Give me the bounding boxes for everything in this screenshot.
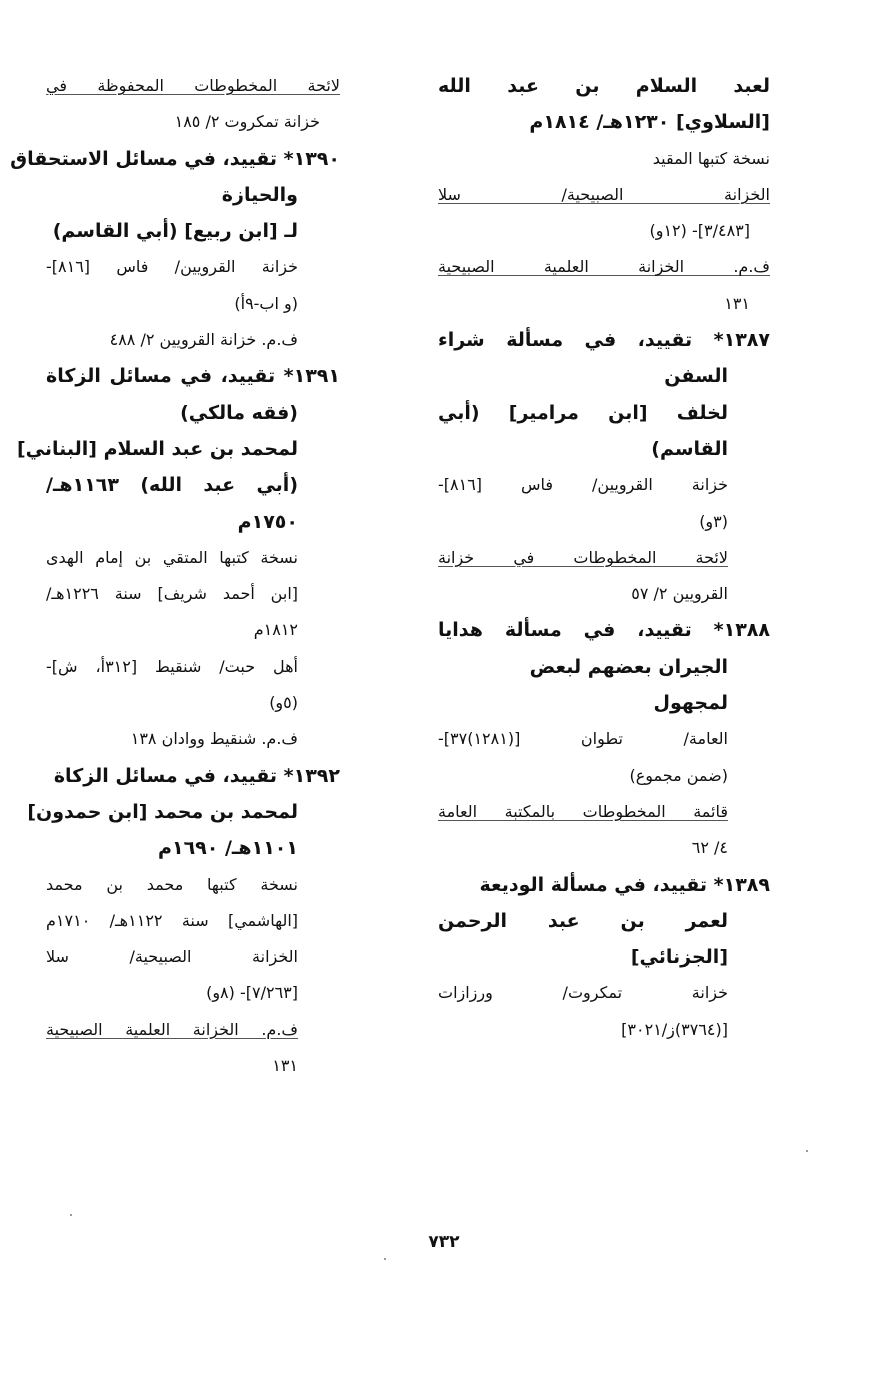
left-column-line: ١٣٩٢* تقييد، في مسائل الزكاة [53, 764, 340, 787]
left-column-line: لمحمد بن عبد السلام [البناني] [16, 437, 298, 460]
right-column-line: ١٣٨٨* تقييد، في مسألة هدايا [438, 619, 770, 642]
left-column-line: [ابن أحمد شريف] سنة ١٢٢٦هـ/ [46, 584, 298, 604]
right-column-line: لخلف [ابن مرامير] (أبي [438, 401, 728, 424]
right-column-line: ١٣٨٩* تقييد، في مسألة الوديعة [479, 873, 770, 896]
left-column-line: الخزانة الصبيحية/ سلا [46, 947, 298, 967]
left-column-line: ١٨١٢م [253, 620, 298, 640]
right-column-line: ١٣١ [724, 293, 750, 313]
left-column-line: ١٧٥٠م [237, 510, 298, 533]
left-column-line: (أبي عبد الله) ١١٦٣هـ/ [46, 474, 298, 497]
left-column-line: ف.م. الخزانة العلمية الصبيحية [46, 1019, 298, 1039]
left-column-line: خزانة القرويين/ فاس [٨١٦]- [46, 257, 298, 277]
right-column-line: قائمة المخطوطات بالمكتبة العامة [438, 801, 728, 821]
scan-speck [384, 1258, 386, 1260]
left-column-line: لـ [ابن ربيع] (أبي القاسم) [52, 220, 298, 243]
left-column-line: ف.م. شنقيط ووادان ١٣٨ [130, 729, 298, 749]
left-column-line: [الهاشمي] سنة ١١٢٢هـ/ ١٧١٠م [46, 910, 298, 930]
left-column-line: (و اب-٩أ) [234, 293, 298, 313]
right-column-line: القاسم) [651, 437, 728, 460]
left-column-line: نسخة كتبها محمد بن محمد [46, 874, 298, 894]
right-column-line: ١٣٨٧* تقييد، في مسألة شراء [438, 329, 770, 352]
right-column-line: [٣/٤٨٣]- (١٢و) [649, 221, 750, 241]
left-column-line: (٥و) [269, 693, 298, 713]
scan-speck [70, 1214, 72, 1216]
left-column-line: نسخة كتبها المتقي بن إمام الهدى [46, 547, 298, 567]
right-column-line: [السلاوي] ١٢٣٠هـ/ ١٨١٤م [529, 111, 770, 134]
right-column-line: القرويين ٢/ ٥٧ [631, 584, 728, 604]
right-column-line: خزانة تمكروت/ ورزازات [438, 983, 728, 1003]
scan-speck [806, 1150, 808, 1152]
page-number: ٧٣٢ [428, 1232, 460, 1252]
right-column [438, 68, 770, 1048]
left-column-line: لائحة المخطوطات المحفوظة في [46, 76, 340, 95]
right-column-line: نسخة كتبها المقيد [652, 148, 770, 168]
left-column-line: (فقه مالكي) [180, 401, 298, 424]
right-column-line: الجيران بعضهم لبعض [529, 655, 728, 678]
left-column-line: ١٣٩١* تقييد، في مسائل الزكاة [46, 365, 340, 388]
left-column-line: لمحمد بن محمد [ابن حمدون] [27, 800, 298, 823]
left-column-line: والحيازة [221, 183, 298, 206]
right-column-line: السفن [664, 365, 728, 388]
right-column-line: خزانة القرويين/ فاس [٨١٦]- [438, 475, 728, 495]
left-column-line: خزانة تمكروت ٢/ ١٨٥ [174, 112, 320, 132]
right-column-line: [الجزنائي] [630, 946, 728, 969]
left-column-line: ١٣١ [272, 1056, 298, 1076]
left-column-line: [٧/٢٦٣]- (٨و) [206, 983, 298, 1003]
right-column-line: الخزانة الصبيحية/ سلا [438, 184, 770, 204]
left-column-line: ف.م. خزانة القرويين ٢/ ٤٨٨ [109, 330, 298, 350]
right-column-line: (٣و) [699, 511, 728, 531]
right-column-line: لمجهول [653, 692, 728, 715]
right-column-line: العامة/ تطوان [(١٢٨١)٣٧]- [438, 729, 728, 749]
right-column-line: لعمر بن عبد الرحمن [438, 909, 728, 932]
right-column-line: [(٣٧٦٤)ز/٣٠٢١] [621, 1019, 728, 1039]
right-column-line: ٤/ ٦٢ [691, 838, 728, 858]
right-column-line: ف.م. الخزانة العلمية الصبيحية [438, 257, 770, 277]
right-column-line: لعبد السلام بن عبد الله [438, 75, 770, 97]
right-column-line: (ضمن مجموع) [629, 765, 728, 785]
left-column-line: أهل حبت/ شنقيط [٣١٢أ، ش]- [46, 656, 298, 676]
left-column-line: ١٣٩٠* تقييد، في مسائل الاستحقاق [10, 147, 340, 170]
left-column-line: ١١٠١هـ/ ١٦٩٠م [158, 837, 298, 860]
left-column [10, 68, 340, 1084]
right-column-line: لائحة المخطوطات في خزانة [438, 547, 728, 567]
